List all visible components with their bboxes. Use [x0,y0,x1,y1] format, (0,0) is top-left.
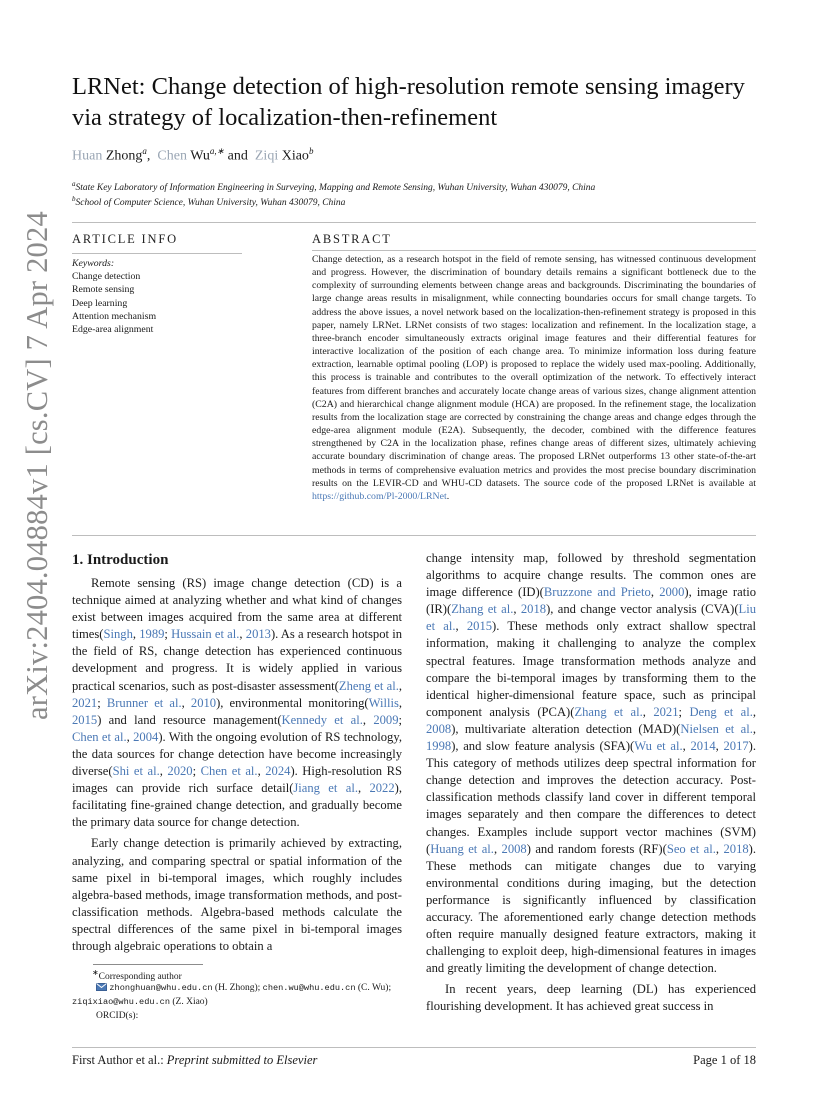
paragraph-text: , [752,721,757,736]
author-affiliation-mark: a,∗ [209,146,225,156]
paragraph-text: ; [678,704,690,719]
paragraph-text: ), multivariate alteration detection (MAD)( [451,721,681,736]
citation-link[interactable]: 1998 [426,739,452,754]
orcid-label: ORCID(s): [96,1011,139,1021]
email-owner: (H. Zhong); [212,983,263,993]
paragraph-text: ), image ratio (IR)( [426,585,756,617]
abstract-divider [312,250,756,251]
citation-link[interactable]: Singh [103,627,133,642]
email-link[interactable]: ziqixiao@whu.edu.cn [72,997,170,1007]
paragraph-text: , [493,841,502,856]
paragraph-text: ; [192,764,201,779]
paragraph-text: , [159,764,168,779]
citation-link[interactable]: Hussain et al. [171,627,240,642]
left-column [72,575,402,955]
citation-link[interactable]: 2022 [369,781,395,796]
paragraph-text: , [357,781,370,796]
paragraph-text: , [650,585,660,600]
citation-link[interactable]: Zhang et al. [451,602,514,617]
paragraph-text: , [362,712,374,727]
citation-link[interactable]: 2021 [72,695,98,710]
paragraph-text: ) and land resource management( [97,712,282,727]
header-divider [72,222,756,223]
citation-link[interactable]: Jiang et al. [293,781,358,796]
keywords-label: Keywords: [72,258,115,269]
citation-link[interactable]: Nielsen et al. [680,721,753,736]
keyword: Edge-area alignment [72,324,154,336]
right-column [426,550,756,1016]
paragraph-text: ; [97,695,107,710]
paragraph-text: ) and random forests (RF)( [526,841,667,856]
citation-link[interactable]: 2018 [520,602,547,617]
paragraph-text: , [239,627,246,642]
citation-link[interactable]: Shi et al. [112,764,160,779]
paragraph-text: , [642,704,654,719]
abstract-end: . [446,490,450,502]
footer-divider [72,1047,756,1048]
paragraph-text: ), and slow feature analysis (SFA)( [451,739,635,754]
keyword: Deep learning [72,297,128,309]
citation-link[interactable]: Willis [368,695,399,710]
paragraph-text: ; [398,712,403,727]
affiliation-mark: b [72,195,76,203]
citation-link[interactable]: 2000 [659,585,685,600]
abstract-body: Change detection, as a research hotspot in the field of remote sensing, has witnessed continuous development and progress. However, the discrimination of boundary details remains a significant bottleneck due to the complexity of surrounding elements between change areas and backgrounds. Discriminating the boundaries of large change areas results in misalignment, while connecting boundaries occurs for small change targets. To address the above issues, a novel network based on the localization-then-refinement strategy is proposed in this paper, namely LRNet. LRNet consists of two stages: localization and refinement. In the localization stage, a three-branch encoder simultaneously extracts original image features and their differential features for interactive localization of the position of each change area. To minimize information loss during feature extraction, learnable optimal pooling (LOP) is proposed to replace the widely used max-pooling. Additionally, this process is trainable and contributes to the overall optimization of the network. To effectively interact features from different branches and accurately locate change areas of various sizes, change alignment attention (C2A) and hierarchical change alignment module (HCA) are proposed. In the refinement stage, the localization results from the localization stage are corrected by constraining the change areas and change edges through the edge-area alignment module (E2A). Subsequently, the decoder, combined with the difference features strengthened by C2A in the localization phase, refines change areas of different sizes, ultimately achieving accurate boundary discrimination of change areas. The proposed LRNet outperforms 13 other state-of-the-art methods in terms of comprehensive evaluation metrics and provides the most precise boundary discrimination results on the LEVIR-CD and WHU-CD datasets. The source code of the proposed LRNet is available at [312,254,756,489]
citation-link[interactable]: 2020 [167,764,193,779]
paragraph [72,835,402,955]
citation-link[interactable]: 2024 [265,764,291,779]
footer-author: First Author et al.: [72,1053,167,1067]
affiliation [72,195,345,208]
citation-link[interactable]: 2013 [245,627,271,642]
citation-link[interactable]: Chen et al. [200,764,258,779]
paragraph-text: ). These methods can mitigate changes due to varying environmental conditions during imaging, but the detection performance is significantly influenced by classification accuracy. The aforementioned early change detection methods often require manually designed feature extractors, making it challenging to exploit deep, high-dimensional features in images and greatly limiting the development of change detection. [426,841,757,976]
paper-title: LRNet: Change detection of high-resolution remote sensing imagery via strategy of localization-then-refinement [72,73,745,131]
paragraph [426,550,756,977]
affiliation-text: School of Computer Science, Wuhan University, Wuhan 430079, China [75,198,346,209]
citation-link[interactable]: 2004 [133,729,159,744]
citation-link[interactable]: 2018 [723,841,749,856]
email-line [96,983,756,993]
paragraph-text: In recent years, deep learning (DL) has experienced flourishing development. It has achieved great success in [426,982,756,1014]
article-info-divider [72,253,242,254]
corresponding-mark: ∗ [92,968,99,977]
paragraph-text: , [715,841,724,856]
author-affiliation-mark: b [308,146,314,156]
author-separator: , [146,148,158,164]
keyword: Remote sensing [72,284,135,296]
citation-link[interactable]: 2010 [190,695,217,710]
author-affiliation-mark: a [142,146,147,156]
affiliation [72,180,595,193]
paragraph-text: , [752,704,757,719]
paragraph-text: , [682,739,691,754]
citation-link[interactable]: Bruzzone and Prieto [543,585,651,600]
paragraph-text: ). This category of methods utilizes deep spectral information for change detection and improves the detection accuracy. Post-classification methods classify land cover in different temporal images separately and then compare the differences to detect changes. Examples include support vector machines (SVM)( [426,739,757,856]
paragraph-text: , [398,695,403,710]
paragraph-text: , [715,739,724,754]
paragraph-text: , [181,695,191,710]
citation-link[interactable]: Kennedy et al. [281,712,363,727]
paragraph-text: Remote sensing (RS) image change detection (CD) is a technique aimed at analyzing whether and what kind of changes exist between images acquired from the same area at different times( [72,576,402,642]
code-url-link[interactable]: https://github.com/Pl-2000/LRNet [312,490,447,502]
citation-link[interactable]: Zheng et al. [338,678,399,693]
paragraph-text: ), facilitating fine-grained change detection, and gradually become the primary data source for change detection. [72,781,402,830]
affiliation-mark: a [72,180,76,188]
arxiv-stamp-container [16,211,56,720]
corresponding-text: Corresponding author [98,972,182,983]
paragraph-text: , [455,619,467,634]
paragraph-text: change intensity map, followed by threshold segmentation algorithms to acquire change results. The common ones are image difference (ID)( [426,551,756,600]
paragraph-text: ). High-resolution RS images can provide rich surface detail( [72,764,402,796]
paragraph-text: , [398,678,402,693]
citation-link[interactable]: 2015 [466,619,493,634]
paragraph [72,575,402,831]
paragraph-text: , [257,764,266,779]
citation-link[interactable]: 2008 [501,841,527,856]
author-last-name: Wu [186,148,210,164]
email-line [72,997,208,1007]
citation-link[interactable]: Seo et al. [666,841,716,856]
author-first-name[interactable]: Huan [72,148,103,164]
keywords-block [72,257,252,336]
paragraph-text: , [126,729,134,744]
author-last-name: Xiao [278,148,309,164]
citation-link[interactable]: Zhang et al. [574,704,643,719]
corresponding-author-note [92,968,182,982]
author-first-name[interactable]: Chen [157,148,187,164]
citation-link[interactable]: Liu et al. [426,602,757,634]
paragraph-text: ). As a research hotspot in the field of RS, change detection has experienced continuous development and progress. It is widely applied in various practical scenarios, such as post-disaster assessment( [72,627,402,693]
footnote-divider [93,964,203,965]
paragraph-text: ). These methods only extract shallow spectral information, making it challenging to analyze the complex spectral features. Image transformation methods analyze and compare the bi-temporal images by transforming them to the identical higher-dimensional feature space, such as principal component analysis (PCA)( [426,619,756,719]
keyword: Attention mechanism [72,310,157,322]
author-first-name[interactable]: Ziqi [254,148,279,164]
citation-link[interactable]: Wu et al. [634,739,683,754]
paragraph-text: ), and change vector analysis (CVA)( [546,602,739,617]
citation-link[interactable]: Huang et al. [430,841,494,856]
paragraph-text: Early change detection is primarily achieved by extracting, analyzing, and comparing spectral or spatial information of the same pixel in bi-temporal images, which roughly includes algebra-based methods, image transformation methods, and post-classification methods. Algebra-based methods calculate the spectral differences of the same pixel in bi-temporal images through algebraic operations to obtain a [72,836,402,953]
citation-link[interactable]: 1989 [139,627,165,642]
paragraph-text: ). With the ongoing evolution of RS technology, the data sources for change detection have become increasingly diverse( [72,729,402,779]
email-owner: (C. Wu); [355,983,392,993]
citation-link[interactable]: Deng et al. [689,704,753,719]
citation-link[interactable]: Chen et al. [72,729,127,744]
citation-link[interactable]: 2015 [72,712,98,727]
citation-link[interactable]: 2021 [653,704,679,719]
keyword: Change detection [72,271,141,283]
footer-left [72,1053,317,1068]
citation-link[interactable]: 2009 [373,712,399,727]
page-number: Page 1 of 18 [693,1053,756,1067]
email-owner: (Z. Xiao) [170,997,208,1007]
paragraph-text: , [513,602,521,617]
email-link[interactable]: chen.wu@whu.edu.cn [262,983,356,993]
envelope-icon [96,983,107,991]
section-heading: 1. Introduction [72,552,169,568]
citation-link[interactable]: 2017 [723,739,749,754]
arxiv-stamp[interactable]: arXiv:2404.04884v1 [cs.CV] 7 Apr 2024 [20,211,54,720]
paragraph-text: ), environmental monitoring( [216,695,369,710]
author-separator: and [224,148,255,164]
abstract-text [312,253,756,503]
author-list [72,146,313,165]
affiliation-text: State Key Laboratory of Information Engineering in Surveying, Mapping and Remote Sensing, Wuhan University, Wuhan 430079, China [75,183,596,194]
article-info-heading: ARTICLE INFO [72,232,178,246]
citation-link[interactable]: 2008 [426,721,452,736]
abstract-bottom-divider [72,535,756,536]
paragraph-text: , [132,627,140,642]
paragraph-text: ; [164,627,172,642]
footer-journal: Preprint submitted to Elsevier [166,1053,318,1067]
abstract-heading: ABSTRACT [312,232,392,246]
email-link[interactable]: zhonghuan@whu.edu.cn [109,983,213,993]
citation-link[interactable]: Brunner et al. [106,695,182,710]
citation-link[interactable]: 2014 [690,739,716,754]
author-last-name: Zhong [102,148,143,164]
